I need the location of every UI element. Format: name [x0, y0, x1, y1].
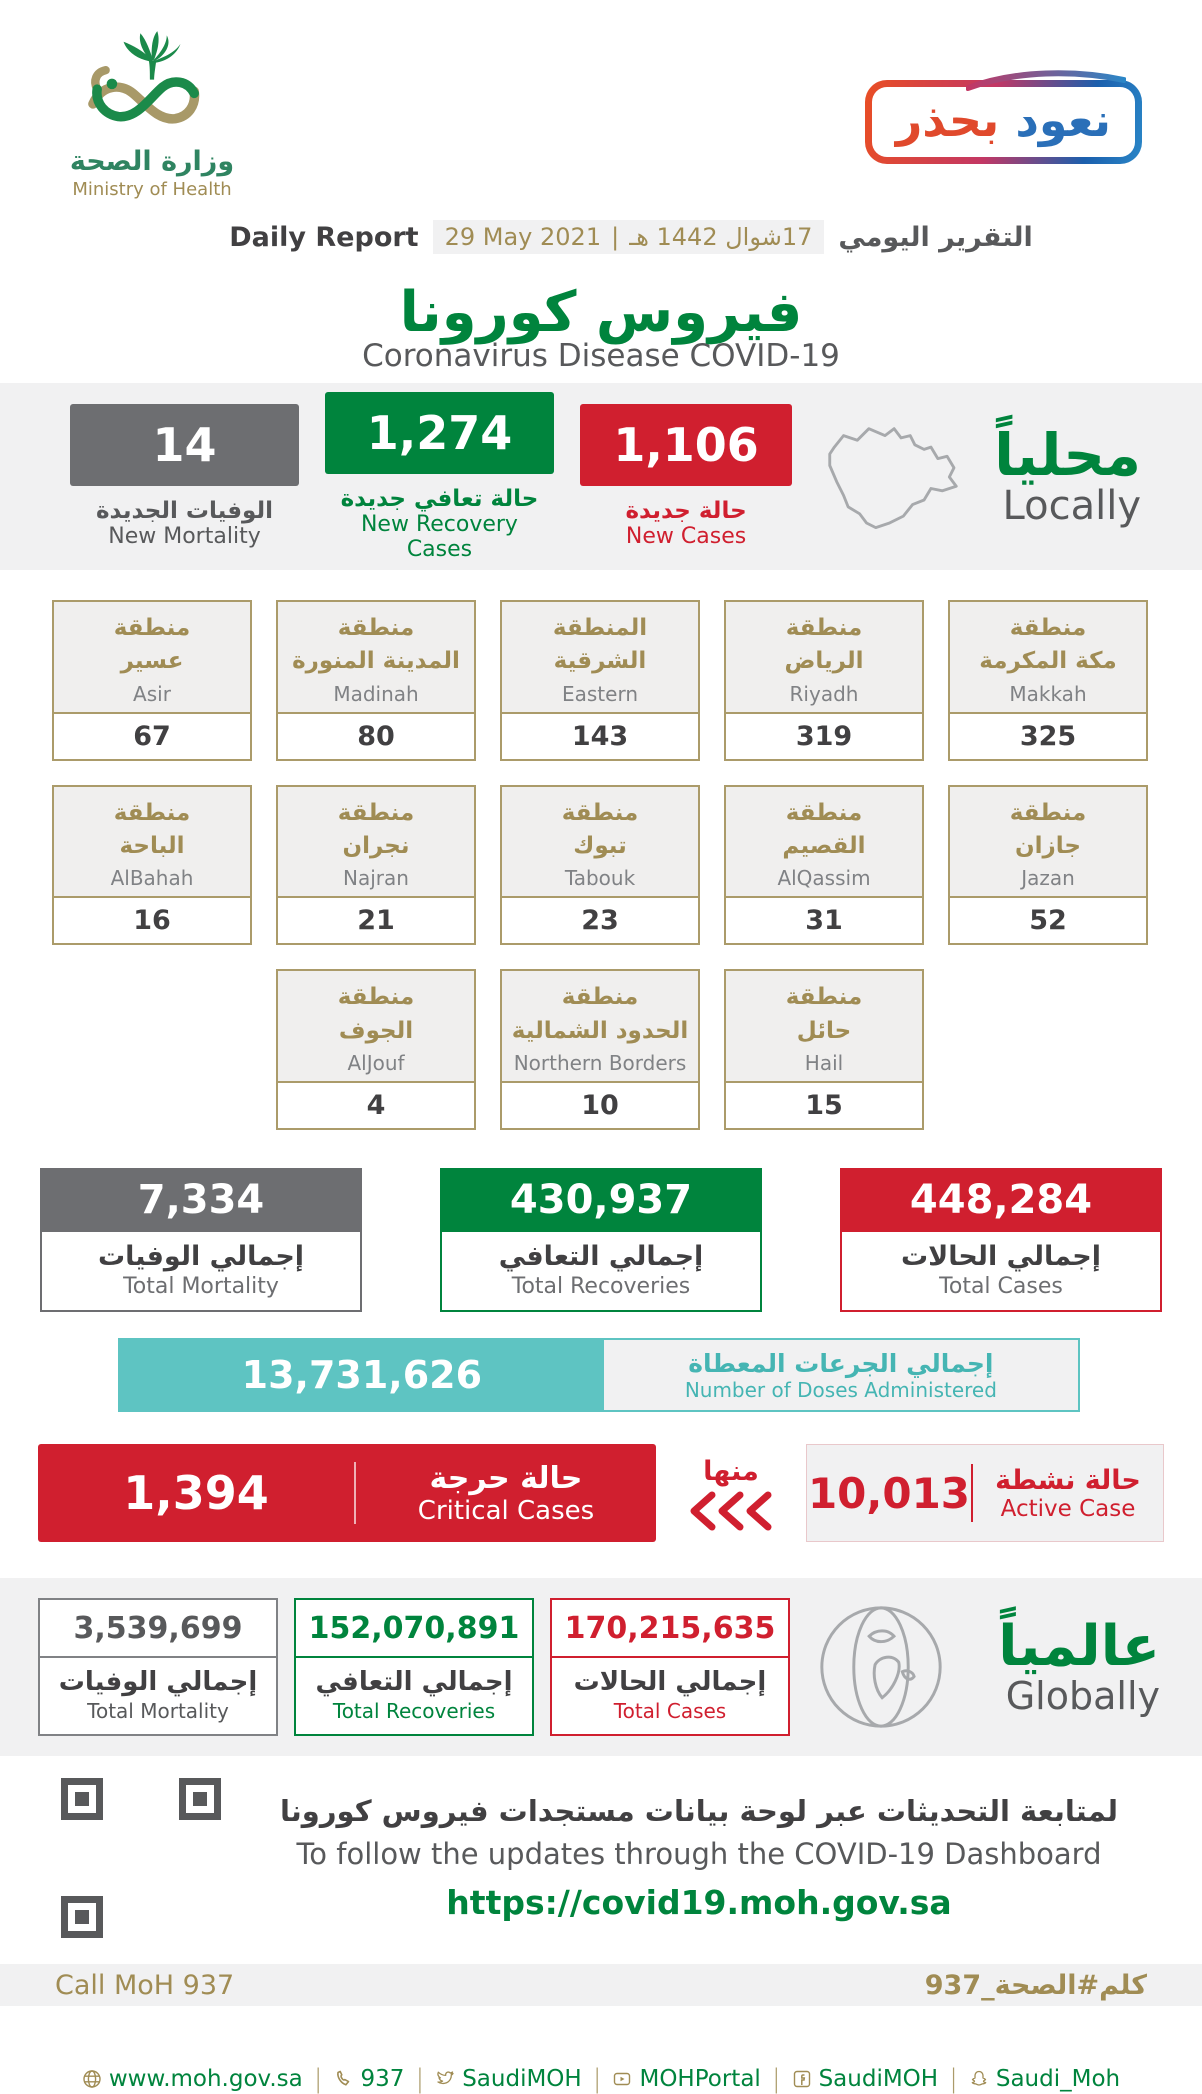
qr-finder-pattern — [179, 1778, 221, 1820]
critical-cases-label-en: Critical Cases — [417, 1495, 595, 1526]
region-value: 67 — [54, 712, 250, 759]
new-cases-stat — [580, 404, 792, 549]
region-ar-line1: منطقة — [113, 799, 191, 826]
new-cases-label-ar: حالة جديدة — [625, 498, 747, 524]
global-recoveries-box — [294, 1598, 534, 1736]
globe-icon — [806, 1596, 956, 1738]
page-title-arabic: فيروس كورونا — [399, 280, 803, 345]
new-recovery-label-en: New Recovery Cases — [360, 511, 518, 562]
locally-label — [994, 420, 1147, 530]
critical-cases-label-ar: حالة حرجة — [429, 1460, 583, 1496]
region-card-hail — [724, 969, 924, 1130]
regions-row-1 — [52, 600, 1150, 761]
region-ar-line1: منطقة — [561, 984, 639, 1011]
region-en: AlJouf — [347, 1051, 405, 1076]
active-case-label-ar: حالة نشطة — [995, 1464, 1141, 1496]
total-mortality-label-ar: إجمالي الوفيات — [97, 1241, 305, 1273]
region-en: Riyadh — [789, 681, 859, 706]
region-ar-line2: عسير — [120, 648, 184, 675]
footer-label: SaudiMOH — [462, 2066, 582, 2093]
new-mortality-label-ar: الوفيات الجديدة — [95, 498, 273, 524]
critical-active-row — [0, 1412, 1202, 1542]
global-recoveries-label-ar: إجمالي التعافي — [315, 1667, 513, 1698]
region-card-aljouf — [276, 969, 476, 1130]
region-en: Najran — [343, 866, 409, 891]
region-ar-line2: تبوك — [573, 833, 627, 860]
of-which-connector — [656, 1456, 806, 1531]
region-value: 52 — [950, 896, 1146, 943]
region-value: 10 — [502, 1081, 698, 1128]
call-moh-label-en: Call MoH 937 — [55, 1969, 235, 2001]
snapchat-icon — [969, 2069, 989, 2089]
page-title-english: Coronavirus Disease COVID-19 — [362, 338, 840, 374]
region-en: Madinah — [333, 681, 419, 706]
facebook-icon — [792, 2069, 812, 2089]
new-recovery-value: 1,274 — [325, 392, 554, 474]
region-ar-line1: منطقة — [785, 799, 863, 826]
regions-row-3 — [276, 969, 1150, 1130]
badge-text: نعود بحذر — [895, 93, 1111, 147]
region-card-madinah — [276, 600, 476, 761]
region-ar-line2: الجوف — [338, 1017, 414, 1044]
new-cases-value: 1,106 — [580, 404, 792, 486]
of-which-label-ar: منها — [703, 1455, 759, 1487]
region-en: Makkah — [1009, 681, 1087, 706]
active-case-box — [806, 1444, 1164, 1542]
new-mortality-value: 14 — [70, 404, 299, 486]
total-recoveries-label-en: Total Recoveries — [511, 1274, 691, 1300]
header — [0, 0, 1202, 383]
badge-inner — [872, 87, 1135, 157]
regions-row-2 — [52, 785, 1150, 946]
footer-label: www.moh.gov.sa — [108, 2066, 303, 2093]
footer-label: Saudi_Moh — [995, 2066, 1121, 2093]
qr-code — [55, 1772, 227, 1944]
global-cases-label-ar: إجمالي الحالات — [573, 1667, 767, 1698]
footer-label: MOHPortal — [639, 2066, 761, 2093]
report-line — [0, 220, 1202, 254]
dashboard-text-ar: لمتابعة التحديثات عبر لوحة بيانات مستجدات فيروس كورونا — [280, 1794, 1118, 1829]
totals-row — [0, 1154, 1202, 1312]
region-en: AlBahah — [110, 866, 194, 891]
region-card-asir — [52, 600, 252, 761]
new-recovery-stat — [325, 392, 554, 562]
qr-finder-pattern — [61, 1896, 103, 1938]
active-case-label-en: Active Case — [1000, 1495, 1136, 1522]
twitter-icon — [435, 2069, 455, 2089]
critical-cases-value: 1,394 — [123, 1466, 269, 1521]
region-card-eastern — [500, 600, 700, 761]
total-mortality-label-en: Total Mortality — [123, 1274, 279, 1300]
global-recoveries-label-en: Total Recoveries — [332, 1699, 496, 1724]
global-mortality-label-en: Total Mortality — [87, 1699, 229, 1724]
doses-label-ar: إجمالي الجرعات المعطاة — [688, 1348, 994, 1378]
total-recoveries-box — [440, 1168, 762, 1312]
total-recoveries-value: 430,937 — [440, 1168, 762, 1232]
footer-contact-bar — [0, 2064, 1202, 2094]
region-en: Asir — [133, 681, 171, 706]
region-ar-line1: منطقة — [1009, 799, 1087, 826]
global-mortality-box — [38, 1598, 278, 1736]
total-recoveries-label-ar: إجمالي التعافي — [498, 1241, 704, 1273]
region-en: Eastern — [561, 681, 638, 706]
region-ar-line2: القصيم — [782, 833, 866, 860]
footer-separator: | — [771, 2064, 781, 2094]
doses-administered-bar — [118, 1338, 1080, 1412]
footer-separator: | — [313, 2064, 323, 2094]
total-cases-box — [840, 1168, 1162, 1312]
total-mortality-value: 7,334 — [40, 1168, 362, 1232]
region-card-northern-borders — [500, 969, 700, 1130]
region-value: 15 — [726, 1081, 922, 1128]
daily-report-label-ar: التقرير اليومي — [838, 221, 1033, 253]
region-ar-line1: منطقة — [337, 984, 415, 1011]
call-moh-hashtag-ar: كلم#الصحة_937 — [924, 1969, 1147, 2001]
globe-icon — [82, 2069, 102, 2089]
region-ar-line1: المنطقة — [552, 615, 648, 641]
total-cases-value: 448,284 — [840, 1168, 1162, 1232]
globally-section — [0, 1578, 1202, 1756]
locally-section — [0, 383, 1202, 570]
region-ar-line2: مكة المكرمة — [979, 648, 1117, 675]
region-value: 80 — [278, 712, 474, 759]
date-hijri: 17شوال 1442 هـ — [629, 223, 813, 251]
footer-separator: | — [592, 2064, 602, 2094]
region-value: 319 — [726, 712, 922, 759]
region-value: 4 — [278, 1081, 474, 1128]
daily-report-label: Daily Report — [229, 221, 419, 253]
region-value: 23 — [502, 896, 698, 943]
new-mortality-stat — [70, 404, 299, 549]
naoud-bihathar-badge — [865, 80, 1142, 164]
footer-item-youtube[interactable] — [612, 2066, 760, 2092]
dashboard-section — [0, 1756, 1202, 1944]
doses-value: 13,731,626 — [120, 1340, 604, 1410]
region-en: Northern Borders — [513, 1051, 687, 1076]
new-recovery-label-ar: حالة تعافي جديدة — [340, 485, 539, 512]
region-card-makkah — [948, 600, 1148, 761]
global-mortality-value: 3,539,699 — [40, 1600, 276, 1658]
region-card-jazan — [948, 785, 1148, 946]
region-card-albahah — [52, 785, 252, 946]
region-card-tabouk — [500, 785, 700, 946]
region-en: Jazan — [1021, 866, 1075, 891]
region-ar-line2: جازان — [1015, 833, 1081, 860]
locally-label-ar: محلياً — [994, 420, 1142, 489]
qr-finder-pattern — [61, 1778, 103, 1820]
region-value: 325 — [950, 712, 1146, 759]
footer-separator: | — [415, 2064, 425, 2094]
region-en: Tabouk — [564, 866, 636, 891]
footer-label: 937 — [360, 2066, 405, 2093]
region-ar-line1: منطقة — [561, 799, 639, 826]
global-mortality-label-ar: إجمالي الوفيات — [58, 1667, 258, 1698]
footer-item-snapchat[interactable] — [969, 2066, 1120, 2092]
footer-separator: | — [949, 2064, 958, 2094]
locally-label-en: Locally — [1002, 483, 1142, 530]
region-ar-line2: الرياض — [784, 648, 864, 675]
total-cases-label-ar: إجمالي الحالات — [900, 1241, 1102, 1273]
region-en: AlQassim — [777, 866, 871, 891]
dashboard-url-link[interactable]: https://covid19.moh.gov.sa — [446, 1883, 952, 1923]
footer-label: SaudiMOH — [818, 2066, 939, 2093]
global-cases-box — [550, 1598, 790, 1736]
new-mortality-label-en: New Mortality — [108, 524, 261, 549]
footer-item-twitter[interactable] — [435, 2066, 582, 2092]
logo-english-wordmark: Ministry of Health — [72, 179, 232, 200]
region-ar-line1: منطقة — [785, 984, 863, 1011]
region-ar-line1: منطقة — [337, 799, 415, 826]
region-ar-line2: الحدود الشمالية — [511, 1017, 689, 1044]
dashboard-text-en: To follow the updates through the COVID-19 Dashboard — [296, 1837, 1102, 1872]
region-ar-line2: المدينة المنورة — [292, 648, 460, 675]
youtube-icon — [612, 2069, 632, 2089]
globally-label-en: Globally — [1005, 1673, 1160, 1718]
total-mortality-box — [40, 1168, 362, 1312]
region-ar-line2: الباحة — [119, 833, 185, 860]
doses-label-en: Number of Doses Administered — [684, 1377, 997, 1402]
footer-item-facebook[interactable] — [792, 2066, 939, 2092]
phone-icon — [334, 2069, 354, 2089]
region-ar-line2: الشرقية — [553, 648, 647, 675]
global-cases-label-en: Total Cases — [613, 1699, 727, 1724]
date-separator: | — [611, 223, 620, 251]
date-gregorian: 29 May 2021 — [444, 223, 602, 251]
region-card-najran — [276, 785, 476, 946]
call-moh-bar — [0, 1964, 1202, 2006]
global-recoveries-value: 152,070,891 — [296, 1600, 532, 1658]
moh-logo-icon — [77, 28, 227, 144]
moh-logo — [52, 28, 252, 200]
badge-swoosh-icon — [966, 68, 1126, 92]
active-case-value: 10,013 — [807, 1468, 971, 1518]
regions-grid — [0, 570, 1202, 1130]
chevrons-left-icon — [688, 1491, 774, 1531]
new-cases-label-en: New Cases — [625, 524, 747, 549]
region-ar-line2: حائل — [796, 1017, 852, 1044]
region-value: 21 — [278, 896, 474, 943]
region-ar-line1: منطقة — [337, 615, 415, 641]
footer-item-website[interactable] — [82, 2066, 303, 2092]
region-ar-line2: نجران — [342, 833, 410, 860]
logo-arabic-wordmark: وزارة الصحة — [69, 146, 235, 177]
region-ar-line1: منطقة — [1009, 615, 1087, 641]
region-ar-line1: منطقة — [113, 615, 191, 641]
region-value: 16 — [54, 896, 250, 943]
region-value: 143 — [502, 712, 698, 759]
region-ar-line1: منطقة — [785, 615, 863, 641]
total-cases-label-en: Total Cases — [939, 1274, 1063, 1300]
region-value: 31 — [726, 896, 922, 943]
saudi-map-outline-icon — [818, 408, 968, 546]
critical-cases-box — [38, 1444, 656, 1542]
globally-label — [972, 1616, 1164, 1718]
region-en: Hail — [804, 1051, 844, 1076]
region-card-riyadh — [724, 600, 924, 761]
global-cases-value: 170,215,635 — [552, 1600, 788, 1658]
globally-label-ar: عالمياً — [998, 1614, 1160, 1680]
footer-item-phone[interactable] — [334, 2066, 405, 2092]
region-card-alqassim — [724, 785, 924, 946]
report-date — [433, 220, 825, 254]
